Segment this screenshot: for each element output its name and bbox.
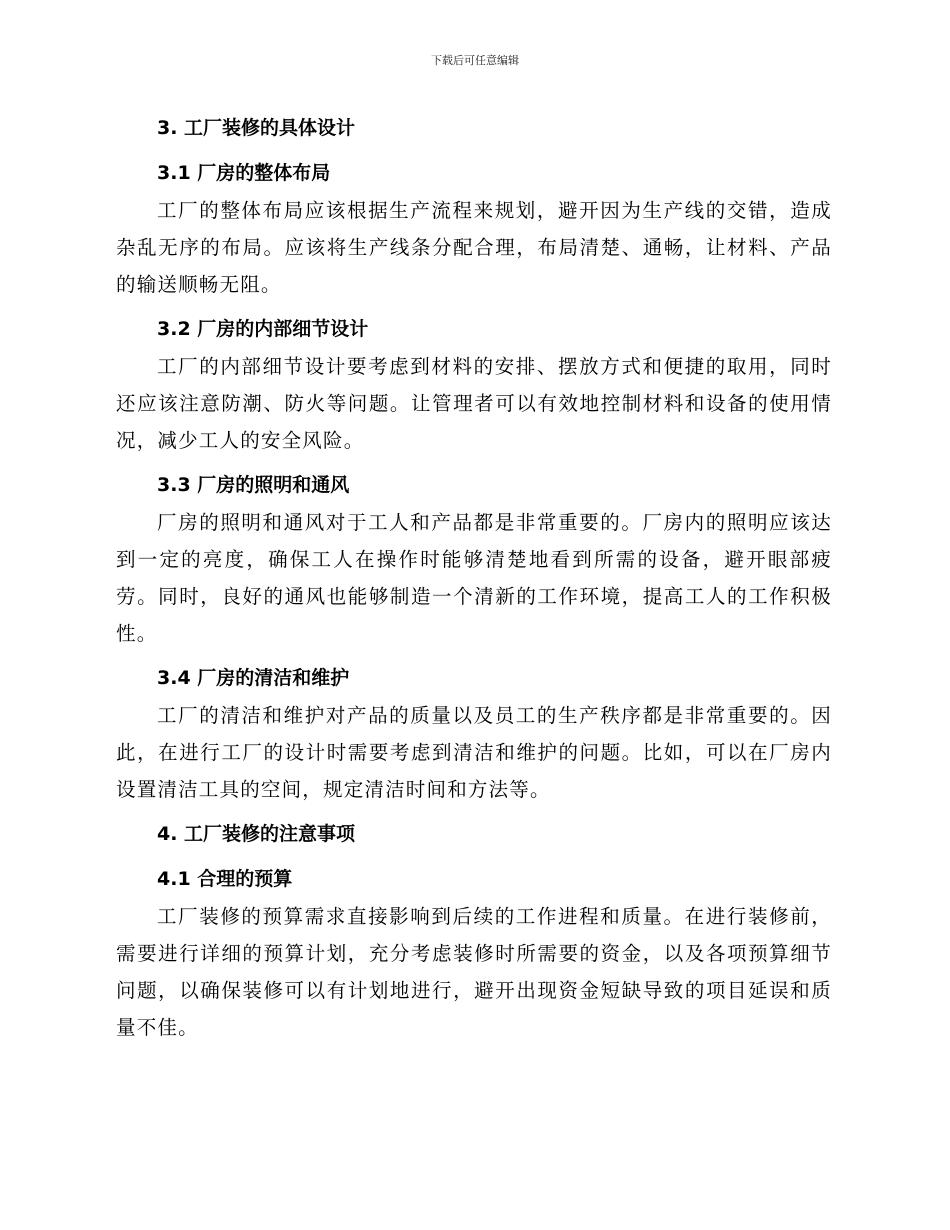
- paragraph-3-4: 工厂的清洁和维护对产品的质量以及员工的生产秩序都是非常重要的。因此，在进行工厂的设计时需要考虑到清洁和维护的问题。比如，可以在厂房内设置清洁工具的空间，规定清洁时间和方法等。: [116, 704, 832, 801]
- paragraph-3-1: 工厂的整体布局应该根据生产流程来规划，避开因为生产线的交错，造成杂乱无序的布局。应该将生产线条分配合理，布局清楚、通畅，让材料、产品的输送顺畅无阻。: [116, 199, 832, 296]
- paragraph-4-1: 工厂装修的预算需求直接影响到后续的工作进程和质量。在进行装修前，需要进行详细的预算计划，充分考虑装修时所需要的资金，以及各项预算细节问题，以确保装修可以有计划地进行，避开出现资金短缺导致的项目延误和质量不佳。: [116, 905, 832, 1039]
- subsection-heading-3-1: 3.1 厂房的整体布局: [157, 162, 331, 184]
- spacer: [116, 852, 832, 861]
- subsection-heading-3-3: 3.3 厂房的照明和通风: [157, 474, 350, 496]
- document-body: [116, 110, 832, 1046]
- subsection-heading-4-1: 4.1 合理的预算: [157, 868, 293, 890]
- spacer: [116, 652, 832, 660]
- paragraph-3-3: 厂房的照明和通风对于工人和产品都是非常重要的。厂房内的照明应该达到一定的亮度，确保工人在操作时能够清楚地看到所需的设备，避开眼部疲劳。同时，良好的通风也能够制造一个清新的工作环境，提高工人的工作积极性。: [116, 511, 832, 645]
- spacer: [116, 303, 832, 311]
- section-heading-3: 3. 工厂装修的具体设计: [157, 117, 356, 139]
- section-heading-4: 4. 工厂装修的注意事项: [157, 823, 356, 845]
- spacer: [116, 146, 832, 155]
- subsection-heading-3-2: 3.2 厂房的内部细节设计: [157, 318, 369, 340]
- paragraph-3-2: 工厂的内部细节设计要考虑到材料的安排、摆放方式和便捷的取用，同时还应该注意防潮、防火等问题。让管理者可以有效地控制材料和设备的使用情况，减少工人的安全风险。: [116, 355, 832, 452]
- spacer: [116, 808, 832, 816]
- subsection-heading-3-4: 3.4 厂房的清洁和维护: [157, 667, 350, 689]
- page-header-note: 下载后可任意编辑: [431, 54, 519, 67]
- spacer: [116, 459, 832, 467]
